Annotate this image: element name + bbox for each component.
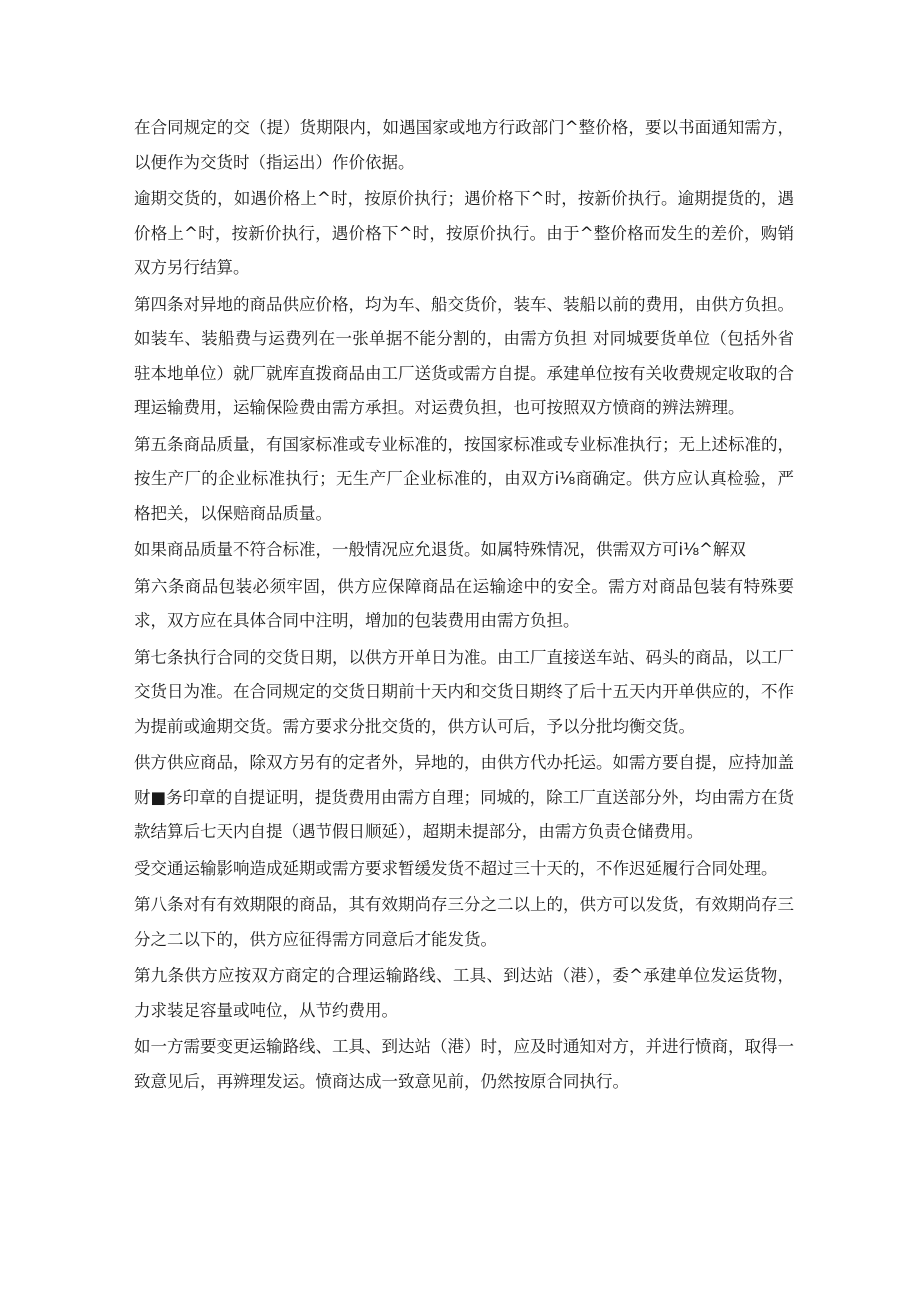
paragraph-transport-delay: 受交通运输影响造成延期或需方要求暂缓发货不超过三十天的，不作迟延履行合同处理。 bbox=[134, 858, 778, 878]
paragraph-quality-return: 如果商品质量不符合标准，一般情况应允退货。如属特殊情况，供需双方可i⅛^解双 bbox=[134, 540, 746, 559]
document-body bbox=[134, 111, 794, 1101]
paragraph-route-change: 如一方需要变更运输路线、工具、到达站（港）时，应及时通知对方，并进行愤商，取得一致意见后，再辨理发运。愤商达成一致意见前，仍然按原合同执行。 bbox=[134, 1037, 794, 1091]
paragraph-article-7: 第七条执行合同的交货日期，以供方开单日为准。由工厂直接送车站、码头的商品，以工厂交货日为准。在合同规定的交货日期前十天内和交货日期终了后十五天内开单供应的，不作为提前或逾期交货。需方要求分批交货的，供方认可后，予以分批均衡交货。 bbox=[134, 647, 794, 736]
paragraph-article-5: 第五条商品质量，有国家标准或专业标准的，按国家标准或专业标准执行；无上述标准的，按生产厂的企业标准执行；无生产厂企业标准的，由双方i⅛商确定。供方应认真检验，严格把关，以保赔商品质量。 bbox=[134, 434, 794, 523]
paragraph-article-9: 第九条供方应按双方商定的合理运输路线、工具、到达站（港），委^承建单位发运货物，力求装足容量或吨位，从节约费用。 bbox=[134, 966, 794, 1020]
paragraph-article-6: 第六条商品包装必须牢固，供方应保障商品在运输途中的安全。需方对商品包装有特殊要求，双方应在具体合同中注明，增加的包装费用由需方负担。 bbox=[134, 576, 794, 630]
paragraph-late-delivery-pricing: 逾期交货的，如遇价格上^时，按原价执行；遇价格下^时，按新价执行。逾期提货的，遇价格上^时，按新价执行，遇价格下^时，按原价执行。由于^整价格而发生的差价，购销双方另行结算。 bbox=[134, 189, 794, 277]
paragraph-shipping-pickup: 供方供应商品，除双方另有的定者外，异地的，由供方代办托运。如需方要自提，应持加盖财■务印章的自提证明，提货费用由需方自理；同城的，除工厂直送部分外，均由需方在货款结算后七天内自提（遇节假日顺延），超期未提部分，由需方负责仓储费用。 bbox=[134, 753, 794, 841]
paragraph-article-8: 第八条对有有效期限的商品，其有效期尚存三分之二以上的，供方可以发货，有效期尚存三分之二以下的，供方应征得需方同意后才能发货。 bbox=[134, 895, 794, 949]
paragraph-price-adjustment-notice: 在合同规定的交（提）货期限内，如遇国家或地方行政部门^整价格，要以书面通知需方，以便作为交货时（指运出）作价依据。 bbox=[134, 118, 794, 172]
paragraph-article-4: 第四条对异地的商品供应价格，均为车、船交货价，装车、装船以前的费用，由供方负担。如装车、装船费与运费列在一张单据不能分割的，由需方负担 对同城要货单位（包括外省驻本地单位）就厂就库直拨商品由工厂送货或需方自提。承建单位按有关收费规定收取的合理运输费用，运输保险费由需方承担。对运费负担，也可按照双方愤商的辨法辨理。 bbox=[134, 294, 794, 417]
